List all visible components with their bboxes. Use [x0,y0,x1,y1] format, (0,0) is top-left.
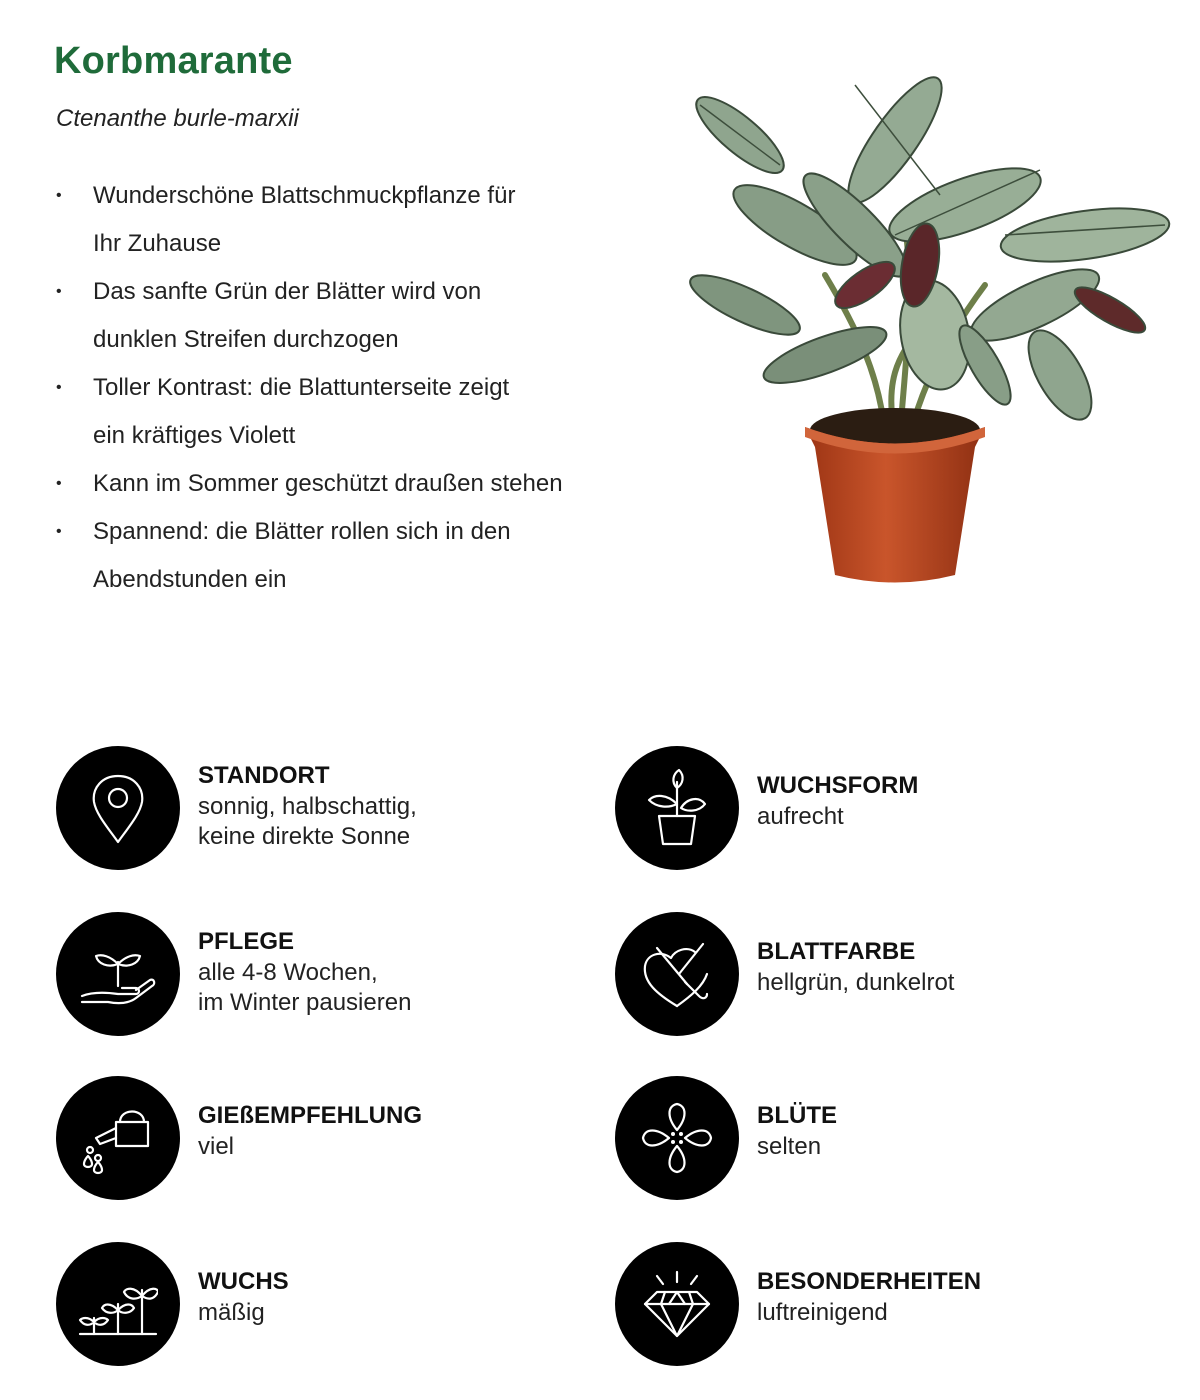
diamond-icon [615,1242,739,1366]
feature-value: viel [198,1133,235,1160]
feature-label: GIEßEMPFEHLUNG [198,1102,423,1129]
growth-seedlings-icon [56,1242,180,1366]
botanical-name: Ctenanthe burle-marxii [56,105,299,132]
leaf-paintbrush-icon [615,912,739,1036]
feature-label: WUCHSFORM [757,772,919,799]
feature-standort [56,746,536,870]
bullet-item: • Toller Kontrast: die Blattunterseite zeigt ein kräftiges Violett [56,364,513,460]
bullet-item: • Kann im Sommer geschützt draußen stehen [56,460,616,508]
feature-label: BESONDERHEITEN [757,1268,982,1295]
product-title: Korbmarante [54,40,293,82]
watering-can-icon [56,1076,180,1200]
bullet-item: • Wunderschöne Blattschmuckpflanze für Ihr Zuhause [56,172,533,268]
feature-pflege [56,912,536,1036]
feature-wuchs [56,1242,536,1366]
bullet-item: • Spannend: die Blätter rollen sich in den Abendstunden ein [56,508,553,604]
plant-image [655,75,1175,595]
feature-value: hellgrün, dunkelrot [757,969,955,996]
feature-value: alle 4-8 Wochen, im Winter pausieren [198,959,412,1016]
hand-seedling-icon [56,912,180,1036]
feature-giessempfehlung [56,1076,536,1200]
feature-blattfarbe [615,912,1095,1036]
feature-value: mäßig [198,1299,265,1326]
feature-value: aufrecht [757,803,844,830]
feature-label: STANDORT [198,762,330,789]
bullet-item: • Das sanfte Grün der Blätter wird von dunklen Streifen durchzogen [56,268,523,364]
feature-value: selten [757,1133,822,1160]
feature-wuchsform [615,746,1095,870]
feature-label: BLATTFARBE [757,938,916,965]
feature-value: luftreinigend [757,1299,888,1326]
feature-value: sonnig, halbschattig, keine direkte Sonne [198,793,417,850]
feature-bullet-list [56,172,616,604]
feature-label: PFLEGE [198,928,295,955]
location-pin-icon [56,746,180,870]
feature-besonderheiten [615,1242,1095,1366]
feature-bluete [615,1076,1095,1200]
feature-label: BLÜTE [757,1102,837,1129]
flower-icon [615,1076,739,1200]
feature-label: WUCHS [198,1268,289,1295]
potted-plant-icon [615,746,739,870]
